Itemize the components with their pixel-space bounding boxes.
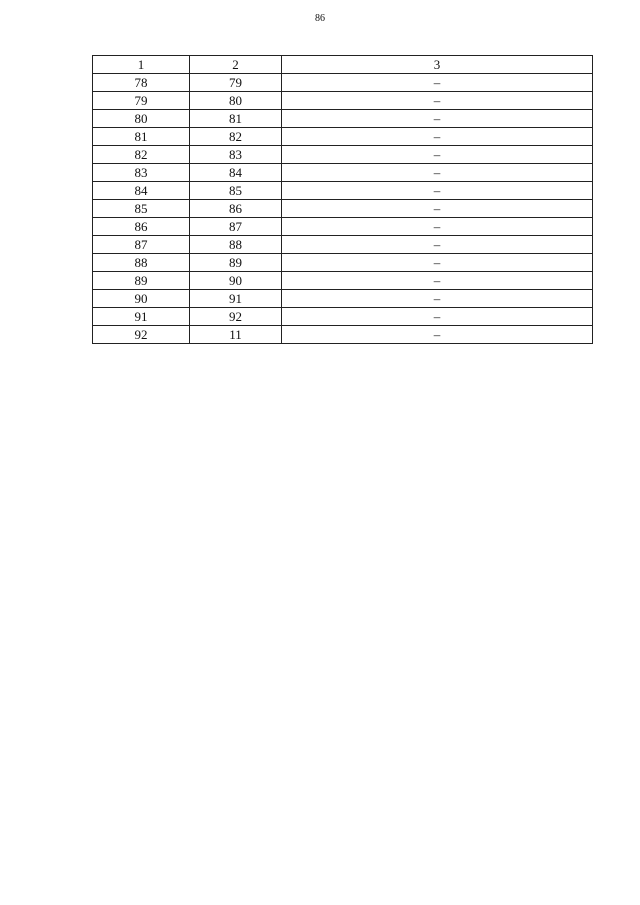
table-header: [93, 56, 593, 74]
table-cell-col-2: 91: [190, 290, 282, 308]
table-cell-col-2: 79: [190, 74, 282, 92]
table-row: [93, 92, 593, 110]
table-cell-col-3: –: [282, 92, 593, 110]
table-row: [93, 326, 593, 344]
table-cell-col-3: –: [282, 200, 593, 218]
table-cell-col-1: 92: [93, 326, 190, 344]
table-row: [93, 146, 593, 164]
table-row: [93, 218, 593, 236]
table-cell-col-1: 89: [93, 272, 190, 290]
table-row: [93, 200, 593, 218]
table-cell-col-1: 78: [93, 74, 190, 92]
table-cell-col-2: 90: [190, 272, 282, 290]
table-cell-col-1: 83: [93, 164, 190, 182]
column-header-2: 2: [190, 56, 282, 74]
table-cell-col-1: 87: [93, 236, 190, 254]
table-cell-col-2: 85: [190, 182, 282, 200]
data-table: [92, 55, 593, 344]
table-cell-col-3: –: [282, 326, 593, 344]
table-cell-col-2: 81: [190, 110, 282, 128]
table-cell-col-2: 86: [190, 200, 282, 218]
table-cell-col-3: –: [282, 272, 593, 290]
table-header-row: [93, 56, 593, 74]
table-cell-col-1: 79: [93, 92, 190, 110]
table-cell-col-3: –: [282, 146, 593, 164]
table-row: [93, 128, 593, 146]
table-row: [93, 236, 593, 254]
column-header-1: 1: [93, 56, 190, 74]
table-cell-col-1: 82: [93, 146, 190, 164]
table-cell-col-1: 90: [93, 290, 190, 308]
table-cell-col-2: 83: [190, 146, 282, 164]
table-row: [93, 110, 593, 128]
table-row: [93, 290, 593, 308]
table-cell-col-3: –: [282, 308, 593, 326]
table-cell-col-2: 92: [190, 308, 282, 326]
table-row: [93, 164, 593, 182]
table-cell-col-1: 81: [93, 128, 190, 146]
table-cell-col-3: –: [282, 254, 593, 272]
table-row: [93, 308, 593, 326]
table-cell-col-3: –: [282, 182, 593, 200]
table-cell-col-1: 85: [93, 200, 190, 218]
table-cell-col-3: –: [282, 236, 593, 254]
table-row: [93, 74, 593, 92]
table-row: [93, 182, 593, 200]
table-cell-col-3: –: [282, 110, 593, 128]
table-row: [93, 272, 593, 290]
table-cell-col-2: 87: [190, 218, 282, 236]
table-cell-col-3: –: [282, 74, 593, 92]
table-cell-col-1: 80: [93, 110, 190, 128]
table-cell-col-2: 89: [190, 254, 282, 272]
table-body: [93, 74, 593, 344]
table-cell-col-2: 80: [190, 92, 282, 110]
table-cell-col-1: 88: [93, 254, 190, 272]
table-cell-col-1: 84: [93, 182, 190, 200]
table-cell-col-2: 82: [190, 128, 282, 146]
table-cell-col-3: –: [282, 128, 593, 146]
table-cell-col-2: 11: [190, 326, 282, 344]
column-header-3: 3: [282, 56, 593, 74]
table-cell-col-3: –: [282, 218, 593, 236]
page-number: 86: [315, 13, 325, 24]
table-cell-col-1: 86: [93, 218, 190, 236]
table-cell-col-2: 84: [190, 164, 282, 182]
table-cell-col-1: 91: [93, 308, 190, 326]
table-row: [93, 254, 593, 272]
table-cell-col-3: –: [282, 290, 593, 308]
table-cell-col-2: 88: [190, 236, 282, 254]
table-cell-col-3: –: [282, 164, 593, 182]
